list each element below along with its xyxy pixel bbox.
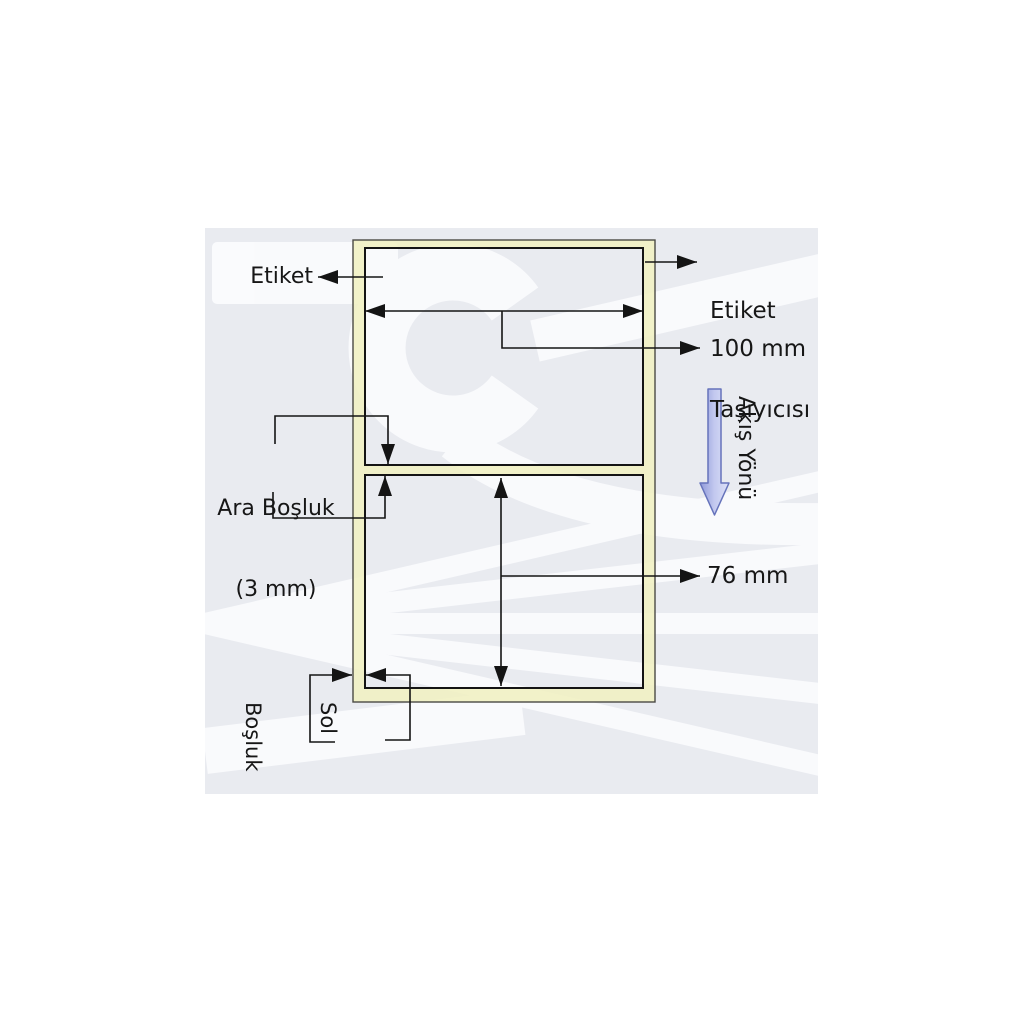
gap-label [206,441,346,657]
etiket-label: Etiket [250,264,313,289]
carrier-label-line1: Etiket [710,298,776,324]
carrier-label-line2: Taşıyıcısı [710,397,811,423]
left-margin-label-line2: Boşluk [241,702,265,772]
gap-label-line1: Ara Boşluk [217,496,335,521]
left-margin-label-line1: Sol [316,702,340,735]
width-dimension-value: 100 mm [710,336,807,362]
flow-direction-label: Akış Yönü [733,396,758,501]
watermark-swirl-ring [377,272,515,424]
gap-label-line2: (3 mm) [235,577,317,602]
height-dimension-value: 76 mm [707,563,789,589]
left-margin-label [190,702,390,772]
